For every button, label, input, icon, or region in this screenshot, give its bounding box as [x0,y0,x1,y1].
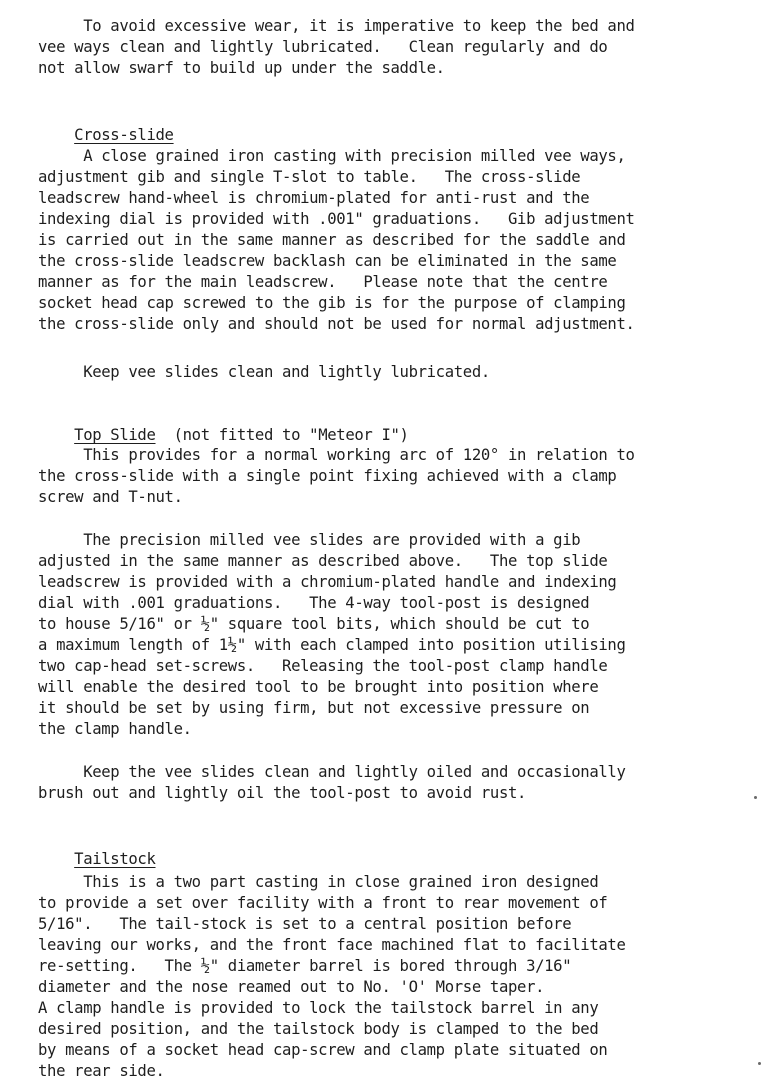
text-line: This is a two part casting in close grained iron designed [38,873,599,891]
text-line: manner as for the main leadscrew. Please note that the centre [38,273,608,291]
text-line: re-setting. The ½" diameter barrel is bored through 3/16" [38,957,572,975]
heading-top-slide-text: Top Slide [74,426,156,444]
text-line: indexing dial is provided with .001" graduations. Gib adjustment [38,210,635,228]
text-line: the cross-slide only and should not be used for normal adjustment. [38,315,635,333]
text-line: two cap-head set-screws. Releasing the tool-post clamp handle [38,657,608,675]
text-line: To avoid excessive wear, it is imperative to keep the bed and [38,17,635,35]
text-line: it should be set by using firm, but not excessive pressure on [38,699,590,717]
paragraph-bed-ways [38,16,748,79]
paragraph-top-slide-description [38,530,748,740]
text-line: adjusted in the same manner as described above. The top slide [38,552,608,570]
paragraph-cross-slide-keep [38,362,748,383]
paragraph-top-slide-keep [38,762,748,804]
text-line: adjustment gib and single T-slot to table. The cross-slide [38,168,581,186]
text-line: screw and T-nut. [38,488,183,506]
text-line: the cross-slide with a single point fixing achieved with a clamp [38,467,617,485]
text-line: is carried out in the same manner as described for the saddle and [38,231,626,249]
text-line: not allow swarf to build up under the saddle. [38,59,445,77]
text-line: leadscrew hand-wheel is chromium-plated for anti-rust and the [38,189,590,207]
text-line: the rear side. [38,1062,165,1079]
text-line: dial with .001 graduations. The 4-way tool-post is designed [38,594,590,612]
text-line: brush out and lightly oil the tool-post to avoid rust. [38,784,527,802]
text-line: socket head cap screwed to the gib is for the purpose of clamping [38,294,626,312]
paragraph-top-slide-arc [38,445,748,508]
paragraph-tailstock-description [38,872,748,1079]
text-line: Keep the vee slides clean and lightly oiled and occasionally [38,763,626,781]
text-line: to provide a set over facility with a front to rear movement of [38,894,608,912]
text-line: by means of a socket head cap-screw and clamp plate situated on [38,1041,608,1059]
text-line: will enable the desired tool to be brought into position where [38,678,599,696]
text-line: A clamp handle is provided to lock the tailstock barrel in any [38,999,599,1017]
text-line: vee ways clean and lightly lubricated. Clean regularly and do [38,38,608,56]
heading-tailstock-text: Tailstock [74,850,156,868]
text-line: A close grained iron casting with precision milled vee ways, [38,147,626,165]
text-line: the clamp handle. [38,720,192,738]
paragraph-cross-slide-description [38,146,748,335]
text-line: the cross-slide leadscrew backlash can be eliminated in the same [38,252,617,270]
text-line: 5/16". The tail-stock is set to a central position before [38,915,572,933]
text-line: diameter and the nose reamed out to No. 'O' Morse taper. [38,978,545,996]
scan-speck [758,1062,761,1065]
text-line: leadscrew is provided with a chromium-plated handle and indexing [38,573,617,591]
text-line: leaving our works, and the front face machined flat to facilitate [38,936,626,954]
scan-speck [754,796,757,799]
text-line: The precision milled vee slides are provided with a gib [38,531,581,549]
heading-cross-slide-text: Cross-slide [74,126,174,144]
heading-top-slide-note: (not fitted to "Meteor I") [155,426,409,444]
text-line: Keep vee slides clean and lightly lubricated. [38,363,490,381]
text-line: desired position, and the tailstock body is clamped to the bed [38,1020,599,1038]
text-line: This provides for a normal working arc of 120° in relation to [38,446,635,464]
text-line: to house 5/16" or ½" square tool bits, which should be cut to [38,615,590,633]
text-line: a maximum length of 1½" with each clamped into position utilising [38,636,626,654]
